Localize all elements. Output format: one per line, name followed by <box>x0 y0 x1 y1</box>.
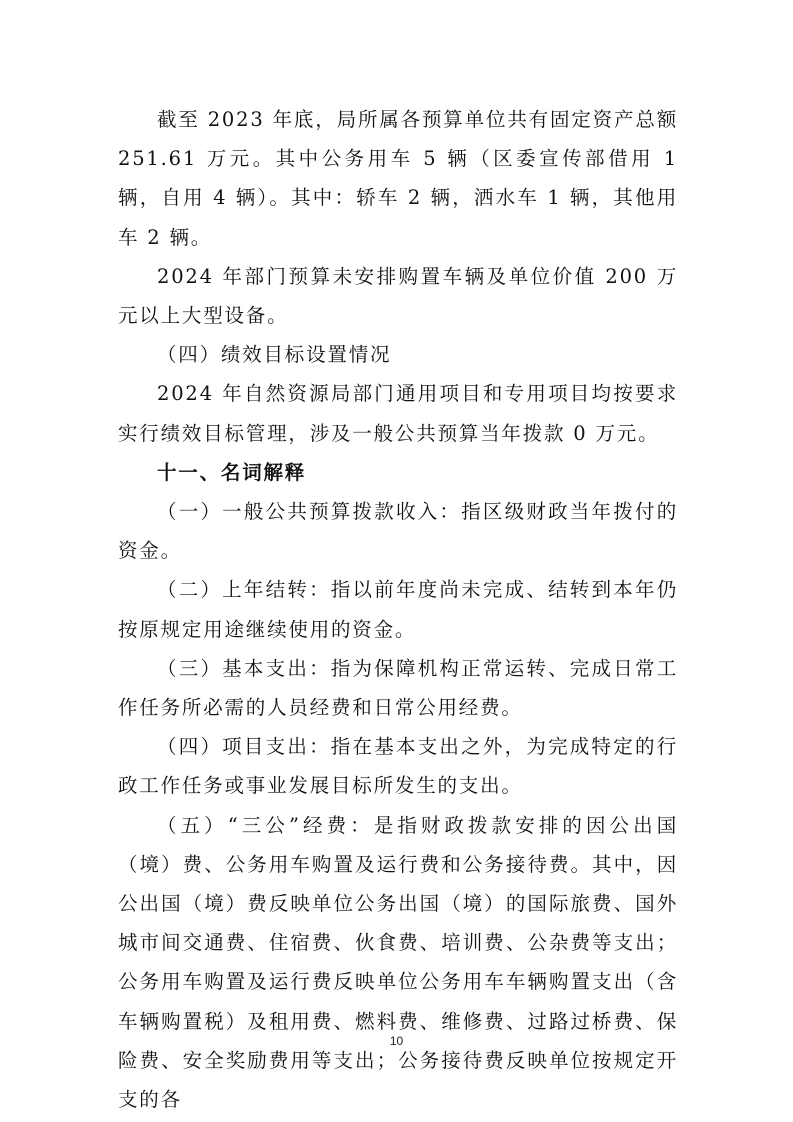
paragraph-term-project-expenditure: （四）项目支出：指在基本支出之外，为完成特定的行政工作任务或事业发展目标所发生的支出。 <box>118 735 678 798</box>
paragraph-performance-management: 2024 年自然资源局部门通用项目和专用项目均按要求实行绩效目标管理，涉及一般公共预算当年拨款 0 万元。 <box>118 382 678 445</box>
paragraph-vehicle-purchase: 2024 年部门预算未安排购置车辆及单位价值 200 万元以上大型设备。 <box>118 264 678 328</box>
paragraph-term-basic-expenditure: （三）基本支出：指为保障机构正常运转、完成日常工作任务所必需的人员经费和日常公用经费。 <box>118 656 678 720</box>
page-number: 10 <box>389 1034 404 1048</box>
paragraph-term-carryover: （二）上年结转：指以前年度尚未完成、结转到本年仍按原规定用途继续使用的资金。 <box>118 578 678 641</box>
page-body <box>118 100 678 1119</box>
paragraph-term-general-budget: （一）一般公共预算拨款收入：指区级财政当年拨付的资金。 <box>118 500 678 563</box>
section-heading-glossary: 十一、名词解释 <box>157 460 307 484</box>
subheading-performance-goals: （四）绩效目标设置情况 <box>157 343 392 367</box>
paragraph-term-three-public: （五）“三公”经费：是指财政拨款安排的因公出国（境）费、公务用车购置及运行费和公务接待费。其中，因公出国（境）费反映单位公务出国（境）的国际旅费、国外城市间交通费、住宿费、伙食费、培训费、公杂费等支出；公务用车购置及运行费反映单位公务用车车辆购置支出（含车辆购置税）及租用费、燃料费、维修费、过路过桥费、保险费、安全奖励费用等支出；公务接待费反映单位按规定开支的各 <box>118 813 678 1112</box>
paragraph-fixed-assets: 截至 2023 年底，局所属各预算单位共有固定资产总额 251.61 万元。其中公务用车 5 辆（区委宣传部借用 1 辆，自用 4 辆）。其中：轿车 2 辆，洒水车 1 辆，其他用车 2 辆。 <box>118 108 678 249</box>
